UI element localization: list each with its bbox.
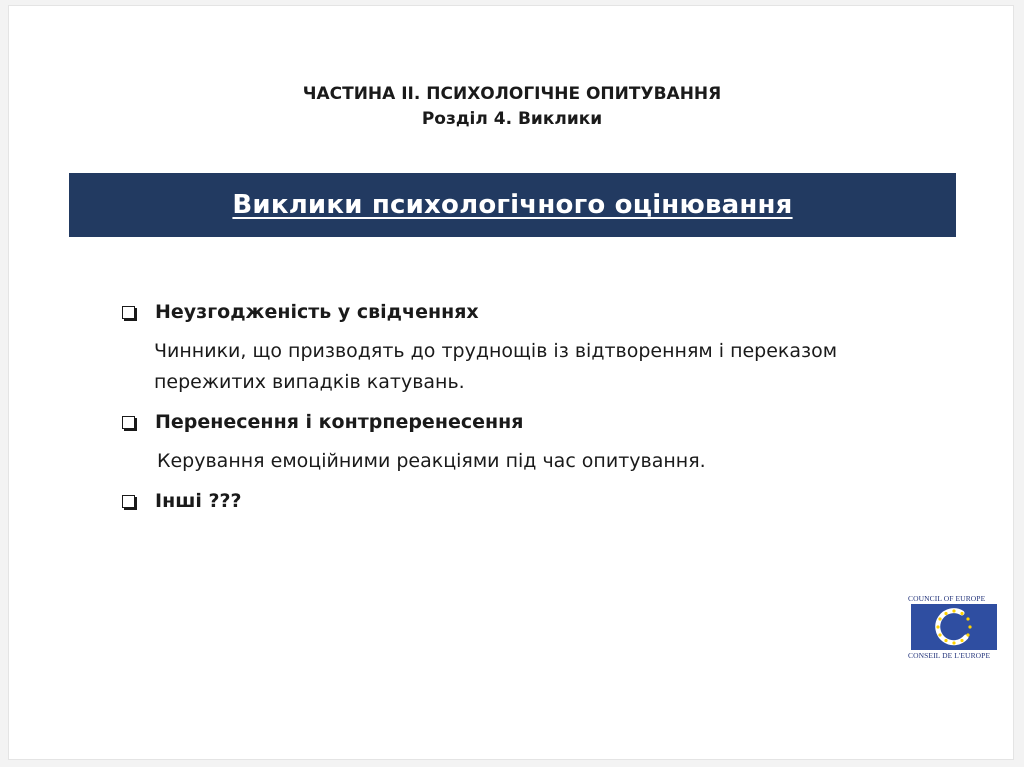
checkbox-bullet-icon <box>122 416 135 429</box>
checkbox-bullet-icon <box>122 495 135 508</box>
part-title: ЧАСТИНА ІІ. ПСИХОЛОГІЧНЕ ОПИТУВАННЯ <box>302 84 722 104</box>
bullet-item-inconsistency <box>122 296 942 328</box>
bullet-heading: Неузгодженість у свідченнях <box>155 301 479 323</box>
checkbox-bullet-icon <box>122 306 135 319</box>
slide-header <box>0 82 1024 132</box>
bullet-description: Чинники, що призводять до труднощів із відтворенням і переказом пережитих випадків катувань. <box>154 340 838 393</box>
bullet-heading: Перенесення і контрперенесення <box>155 411 524 433</box>
logo-top-text: COUNCIL OF EUROPE <box>908 594 986 603</box>
logo-flag <box>911 604 997 650</box>
section-title: Розділ 4. Виклики <box>421 109 603 129</box>
council-of-europe-logo <box>908 594 1002 662</box>
bullet-description: Керування емоційними реакціями під час опитування. <box>157 450 706 472</box>
logo-bottom-text: CONSEIL DE L'EUROPE <box>908 651 991 660</box>
banner-title: Виклики психологічного оцінювання <box>232 190 793 220</box>
council-of-europe-emblem-icon <box>932 607 976 647</box>
bullet-item-others <box>122 485 942 517</box>
bullet-item-transference <box>122 406 942 438</box>
title-banner <box>69 173 956 237</box>
bullet-heading: Інші ??? <box>155 490 242 512</box>
bullet-list <box>122 296 942 517</box>
